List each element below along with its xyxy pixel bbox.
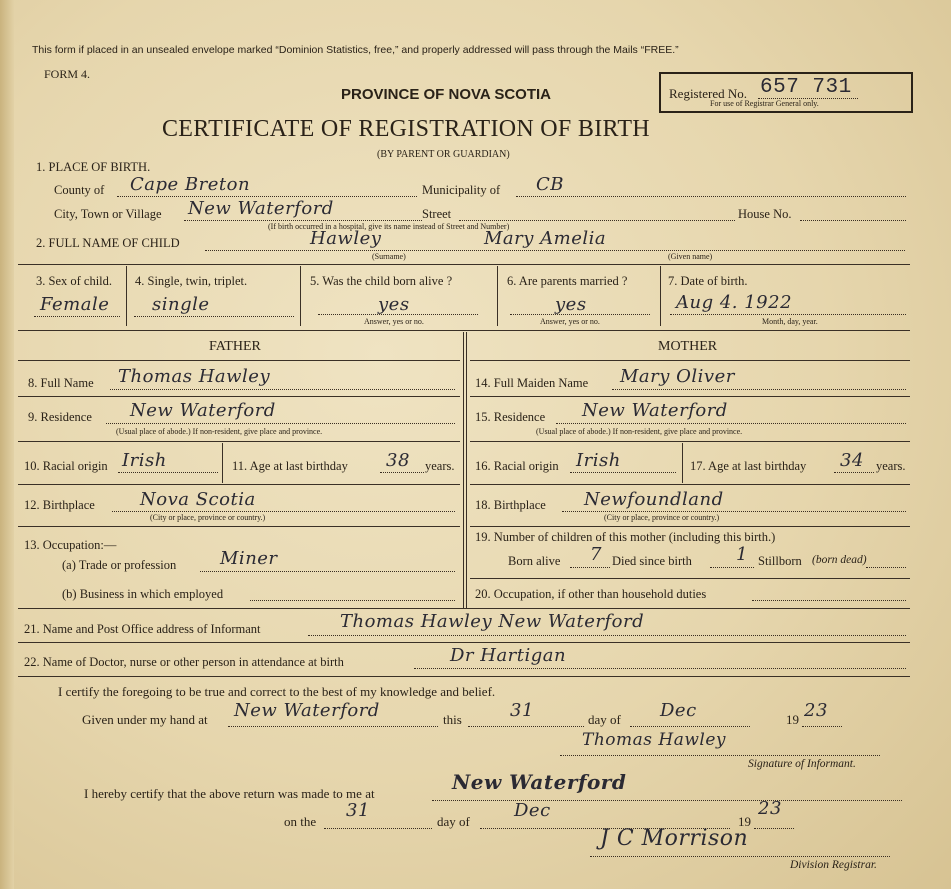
died-label: Died since birth	[612, 554, 692, 568]
row-divider	[470, 441, 910, 442]
house-label: House No.	[738, 207, 792, 221]
mother-racial-value: Irish	[576, 450, 621, 471]
given-label: Given under my hand at	[82, 712, 208, 727]
father-name-line	[110, 389, 455, 390]
mother-residence-value: New Waterford	[582, 400, 728, 421]
mother-birthplace-label: 18. Birthplace	[475, 498, 546, 512]
registrar-day-of-label: day of	[437, 814, 470, 829]
city-value: New Waterford	[188, 198, 334, 219]
father-racial-line	[118, 472, 218, 473]
registrar-year: 23	[758, 798, 782, 819]
certificate-subtitle: (BY PARENT OR GUARDIAN)	[377, 149, 510, 160]
county-line	[117, 196, 417, 197]
dob-line	[670, 314, 906, 315]
father-occupation-label: 13. Occupation:—	[24, 538, 117, 552]
hospital-note: (If birth occurred in a hospital, give its name instead of Street and Number)	[268, 222, 510, 231]
mother-residence-label: 15. Residence	[475, 410, 546, 424]
row-divider	[470, 526, 910, 527]
day-line	[468, 726, 584, 727]
father-heading: FATHER	[209, 339, 261, 354]
registrar-place-value: New Waterford	[452, 770, 627, 794]
form-number: FORM 4.	[44, 67, 91, 81]
stillborn-line	[866, 567, 906, 568]
row-divider	[18, 264, 910, 265]
county-value: Cape Breton	[130, 174, 251, 195]
father-age-value: 38	[386, 450, 410, 471]
month-line	[630, 726, 750, 727]
registrar-year-line	[754, 828, 794, 829]
sex-line	[34, 316, 120, 317]
doctor-value: Dr Hartigan	[450, 645, 567, 666]
dob-note: Month, day, year.	[762, 317, 818, 326]
father-birthplace-line	[112, 511, 455, 512]
informant-value: Thomas Hawley New Waterford	[340, 611, 645, 632]
doctor-label: 22. Name of Doctor, nurse or other person in attendance at birth	[24, 655, 344, 669]
mother-birthplace-line	[562, 511, 906, 512]
on-the-label: on the	[284, 814, 317, 829]
row-divider	[18, 608, 910, 609]
father-business-line	[250, 600, 455, 601]
municipality-value: CB	[536, 174, 564, 195]
col-divider	[126, 266, 127, 326]
certify-month: Dec	[660, 700, 697, 721]
row-divider	[470, 578, 910, 579]
stillborn-note: (born dead)	[812, 554, 867, 566]
registrar-month: Dec	[514, 800, 551, 821]
father-name-value: Thomas Hawley	[118, 366, 271, 387]
mother-age-value: 34	[840, 450, 864, 471]
mother-birthplace-note: (City or place, province or country.)	[604, 513, 720, 522]
mother-occupation-label: 20. Occupation, if other than household duties	[475, 587, 707, 601]
province-heading: PROVINCE OF NOVA SCOTIA	[341, 86, 552, 103]
place-of-birth-label: 1. PLACE OF BIRTH.	[36, 160, 151, 174]
father-racial-value: Irish	[122, 450, 167, 471]
father-birthplace-note: (City or place, province or country.)	[150, 513, 266, 522]
year-line	[802, 726, 842, 727]
row-divider	[18, 441, 460, 442]
municipality-line	[516, 196, 906, 197]
father-birthplace-value: Nova Scotia	[140, 489, 256, 510]
doctor-line	[414, 668, 906, 669]
col-divider	[497, 266, 498, 326]
child-given-name: Mary Amelia	[484, 228, 607, 249]
parents-divider	[463, 332, 464, 608]
year-prefix: 19	[786, 712, 799, 727]
col-divider	[660, 266, 661, 326]
registrar-place-line	[432, 800, 902, 801]
registered-label: Registered No.	[669, 86, 747, 101]
row-divider	[470, 396, 910, 397]
registrar-signature-line	[590, 856, 890, 857]
mother-residence-note: (Usual place of abode.) If non-resident, give place and province.	[536, 427, 743, 436]
registrar-year-prefix: 19	[738, 814, 751, 829]
registrar-statement: I hereby certify that the above return was made to me at	[84, 786, 375, 801]
stillborn-label: Stillborn	[758, 554, 802, 568]
mother-children-label: 19. Number of children of this mother (including this birth.)	[475, 530, 776, 544]
certify-day: 31	[510, 700, 534, 721]
married-note: Answer, yes or no.	[540, 317, 600, 326]
registrar-signature: J C Morrison	[600, 826, 749, 851]
certificate-title: CERTIFICATE OF REGISTRATION OF BIRTH	[162, 116, 650, 142]
married-label: 6. Are parents married ?	[507, 274, 628, 288]
sex-label: 3. Sex of child.	[36, 274, 113, 288]
father-name-label: 8. Full Name	[28, 376, 94, 390]
mother-name-label: 14. Full Maiden Name	[475, 376, 589, 390]
sex-value: Female	[40, 294, 110, 315]
given-place-value: New Waterford	[234, 700, 380, 721]
row-divider	[18, 484, 460, 485]
father-residence-line	[106, 423, 455, 424]
mother-name-value: Mary Oliver	[620, 366, 735, 387]
certify-year: 23	[804, 700, 828, 721]
registrar-signature-label: Division Registrar.	[790, 859, 877, 871]
col-divider	[222, 443, 223, 483]
row-divider	[18, 360, 460, 361]
born-alive-line	[570, 567, 610, 568]
father-residence-note: (Usual place of abode.) If non-resident, give place and province.	[116, 427, 323, 436]
mother-age-line	[834, 472, 874, 473]
signature-label: Signature of Informant.	[748, 758, 856, 770]
row-divider	[470, 360, 910, 361]
informant-label: 21. Name and Post Office address of Informant	[24, 622, 261, 636]
parents-divider	[466, 332, 467, 608]
twin-line	[134, 316, 294, 317]
child-name-label: 2. FULL NAME OF CHILD	[36, 236, 180, 250]
father-birthplace-label: 12. Birthplace	[24, 498, 95, 512]
city-label: City, Town or Village	[54, 207, 162, 221]
father-years-label: years.	[425, 459, 455, 473]
died-value: 1	[736, 544, 748, 565]
registered-number: 657 731	[760, 76, 852, 99]
col-divider	[682, 443, 683, 483]
father-age-label: 11. Age at last birthday	[232, 459, 348, 473]
col-divider	[300, 266, 301, 326]
born-alive-label: Born alive	[508, 554, 561, 568]
city-line	[184, 220, 422, 221]
alive-label: 5. Was the child born alive ?	[310, 274, 453, 288]
mother-racial-line	[570, 472, 676, 473]
mother-occupation-line	[752, 600, 906, 601]
dob-value: Aug 4. 1922	[676, 292, 793, 313]
registered-note: For use of Registrar General only.	[710, 99, 819, 108]
street-line	[459, 220, 735, 221]
registrar-day-line	[324, 828, 432, 829]
row-divider	[18, 642, 910, 643]
father-trade-label: (a) Trade or profession	[62, 558, 177, 572]
father-residence-label: 9. Residence	[28, 410, 92, 424]
given-note: (Given name)	[668, 252, 713, 261]
father-business-label: (b) Business in which employed	[62, 587, 224, 601]
row-divider	[18, 396, 460, 397]
informant-signature: Thomas Hawley	[582, 730, 727, 750]
registrar-day: 31	[346, 800, 370, 821]
page-edge	[0, 0, 14, 889]
this-label: this	[443, 712, 462, 727]
row-divider	[18, 676, 910, 677]
row-divider	[18, 330, 910, 331]
alive-value: yes	[378, 294, 410, 315]
father-trade-value: Miner	[220, 548, 278, 569]
twin-label: 4. Single, twin, triplet.	[135, 274, 248, 288]
row-divider	[18, 526, 460, 527]
mail-notice: This form if placed in an unsealed envelope marked “Dominion Statistics, free,” and properly addressed will pass through the Mails “FREE.”	[32, 44, 679, 56]
given-place-line	[228, 726, 438, 727]
certify-statement: I certify the foregoing to be true and correct to the best of my knowledge and belief.	[58, 684, 496, 699]
father-residence-value: New Waterford	[130, 400, 276, 421]
house-line	[800, 220, 906, 221]
municipality-label: Municipality of	[422, 183, 501, 197]
child-name-line	[205, 250, 905, 251]
twin-value: single	[152, 294, 210, 315]
mother-age-label: 17. Age at last birthday	[690, 459, 807, 473]
mother-heading: MOTHER	[658, 339, 718, 354]
day-of-label: day of	[588, 712, 621, 727]
signature-line	[560, 755, 880, 756]
mother-years-label: years.	[876, 459, 906, 473]
died-line	[710, 567, 754, 568]
alive-note: Answer, yes or no.	[364, 317, 424, 326]
street-label: Street	[422, 207, 452, 221]
dob-label: 7. Date of birth.	[668, 274, 748, 288]
informant-line	[308, 635, 906, 636]
married-line	[510, 314, 650, 315]
father-racial-label: 10. Racial origin	[24, 459, 108, 473]
mother-name-line	[612, 389, 906, 390]
mother-birthplace-value: Newfoundland	[584, 489, 724, 510]
surname-note: (Surname)	[372, 252, 406, 261]
mother-residence-line	[556, 423, 906, 424]
father-age-line	[380, 472, 424, 473]
born-alive-value: 7	[590, 544, 602, 565]
father-trade-line	[200, 571, 455, 572]
married-value: yes	[555, 294, 587, 315]
county-label: County of	[54, 183, 105, 197]
mother-racial-label: 16. Racial origin	[475, 459, 559, 473]
row-divider	[470, 484, 910, 485]
alive-line	[318, 314, 478, 315]
child-surname: Hawley	[310, 228, 382, 249]
